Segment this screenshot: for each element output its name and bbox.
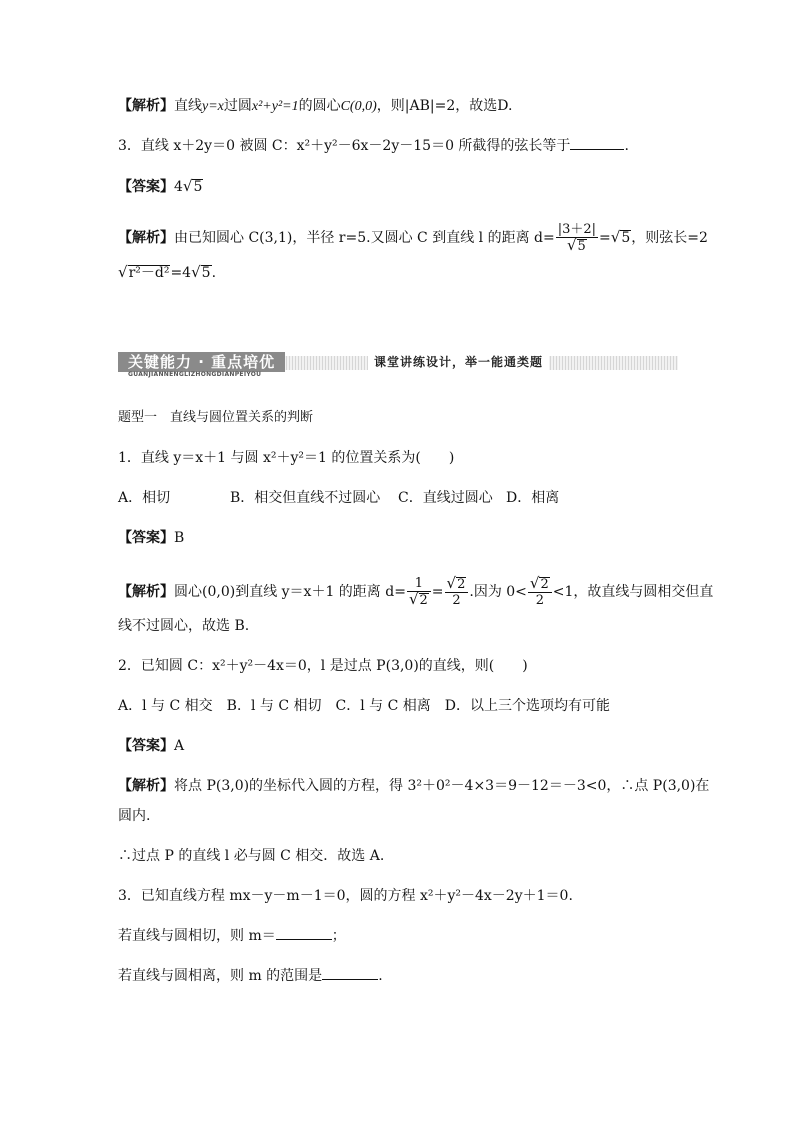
banner-subtitle: GUANJIANNENGLIZHONGDIANPEIYOU — [128, 371, 262, 378]
fraction-denominator: 2 — [452, 593, 461, 608]
analysis-center: C(0,0) — [340, 99, 377, 114]
solution-line-2: 线不过圆心，故选 B. — [118, 618, 250, 634]
analysis-text: ，则|AB|=2，故选D. — [376, 98, 513, 114]
answer-line — [118, 736, 184, 756]
fraction — [556, 222, 598, 254]
option-c[interactable]: C．直线过圆心 — [398, 490, 493, 506]
question-text: . — [624, 138, 629, 154]
solution-tag: 【解析】 — [118, 778, 174, 794]
question-number: 3． — [118, 138, 141, 154]
question-text: ； — [331, 928, 346, 944]
question-1: 1．直线 y＝x＋1 与圆 x²＋y²＝1 的位置关系为( ) — [118, 450, 455, 466]
root-value: 2 — [457, 577, 466, 592]
answer-blank[interactable] — [322, 967, 378, 980]
question-3-sub-1 — [118, 926, 346, 946]
fraction-denominator — [407, 592, 431, 608]
question-2-options[interactable]: A．l 与 C 相交 B．l 与 C 相切 C．l 与 C 相离 D．以上三个选项均有可能 — [118, 698, 610, 714]
section-title: 题型一 直线与圆位置关系的判断 — [118, 410, 314, 425]
fraction-denominator — [556, 238, 598, 254]
sqrt-icon: √ — [446, 574, 457, 592]
solution-tag: 【解析】 — [118, 230, 174, 246]
sqrt-icon: √ — [118, 263, 128, 281]
option-b[interactable]: B．相交但直线不过圆心 — [230, 490, 381, 506]
fraction-numerator — [528, 576, 552, 593]
question-1-options — [118, 488, 559, 508]
option-a[interactable]: A．相切 — [118, 490, 171, 506]
root-value: 5 — [201, 265, 211, 281]
question-text: 若直线与圆相离，则 m 的范围是 — [118, 968, 323, 984]
fraction-denominator: 2 — [535, 593, 544, 608]
sqrt-icon: √ — [610, 228, 621, 246]
solution-text: .因为 0< — [469, 584, 527, 600]
root-value: 2 — [540, 577, 549, 592]
solution-text: . — [211, 265, 217, 281]
solution-text: ，则弦长=2 — [631, 230, 708, 246]
answer-value: A — [174, 738, 185, 754]
solution-text: =4 — [170, 265, 192, 281]
solution-text: 圆心(0,0)到直线 y＝x＋1 的距离 d= — [174, 584, 406, 600]
solution-line — [118, 576, 713, 608]
answer-blank[interactable] — [570, 137, 624, 150]
analysis-line — [118, 96, 512, 117]
fraction — [407, 576, 431, 608]
solution-text: = — [599, 230, 611, 246]
answer-blank[interactable] — [276, 927, 332, 940]
fraction — [528, 576, 552, 608]
answer-tag: 【答案】 — [118, 179, 174, 195]
fraction-numerator: |3＋2| — [557, 222, 597, 237]
solution-text: <1，故直线与圆相交但直 — [552, 584, 714, 600]
question-3-sub-2 — [118, 966, 383, 986]
solution-line-3: ∴过点 P 的直线 l 必与圆 C 相交．故选 A. — [118, 848, 385, 864]
option-d[interactable]: D．相离 — [506, 490, 560, 506]
analysis-tag: 【解析】 — [118, 98, 174, 114]
analysis-eq: y=x — [202, 99, 224, 114]
solution-text: = — [431, 584, 444, 600]
root-value: 5 — [621, 230, 631, 246]
answer-tag: 【答案】 — [118, 530, 174, 546]
banner-title: 关键能力 · 重点培优 — [118, 352, 285, 372]
answer-value: 4 — [174, 179, 183, 195]
question-2: 2．已知圆 C：x²＋y²－4x＝0，l 是过点 P(3,0)的直线，则( ) — [118, 658, 528, 674]
solution-line-2 — [118, 262, 216, 283]
root-value: r²－d² — [128, 265, 170, 281]
fraction-numerator: 1 — [407, 576, 431, 592]
answer-line — [118, 176, 203, 197]
solution-text: 将点 P(3,0)的坐标代入圆的方程，得 3²＋0²－4×3＝9－12＝－3<0，∴点 P(3,0)在 — [174, 778, 710, 794]
sqrt-icon: √ — [408, 590, 419, 608]
sqrt-icon: √ — [182, 177, 193, 195]
question-text: 若直线与圆相切，则 m＝ — [118, 928, 276, 944]
solution-line — [118, 776, 709, 796]
question-text: . — [378, 968, 383, 984]
analysis-text: 的圆心 — [298, 98, 341, 114]
solution-text: 由已知圆心 C(3,1)，半径 r=5.又圆心 C 到直线 l 的距离 d= — [174, 230, 555, 246]
solution-line — [118, 222, 708, 254]
question-3: 3．已知直线方程 mx－y－m－1＝0，圆的方程 x²＋y²－4x－2y＋1＝0. — [118, 888, 573, 904]
banner-slogan: 课堂讲练设计，举一能通类题 — [368, 354, 549, 370]
answer-root: 5 — [193, 179, 203, 195]
section-banner — [118, 352, 678, 378]
answer-line — [118, 528, 184, 548]
solution-line-2: 圆内. — [118, 808, 151, 824]
analysis-text: 直线 — [174, 98, 202, 114]
root-value: 2 — [419, 593, 428, 608]
analysis-eq: x²+y²=1 — [251, 99, 299, 114]
answer-value: B — [174, 530, 185, 546]
fraction-numerator — [445, 576, 469, 593]
sqrt-icon: √ — [191, 263, 201, 281]
sqrt-icon: √ — [529, 574, 540, 592]
root-value: 5 — [577, 239, 586, 254]
analysis-text: 过圆 — [223, 98, 252, 114]
question-3-top — [118, 136, 629, 156]
question-text: 直线 x＋2y＝0 被圆 C：x²＋y²－6x－2y－15＝0 所截得的弦长等于 — [140, 138, 571, 154]
solution-tag: 【解析】 — [118, 584, 174, 600]
fraction — [445, 576, 469, 608]
sqrt-icon: √ — [566, 236, 577, 254]
answer-tag: 【答案】 — [118, 738, 174, 754]
